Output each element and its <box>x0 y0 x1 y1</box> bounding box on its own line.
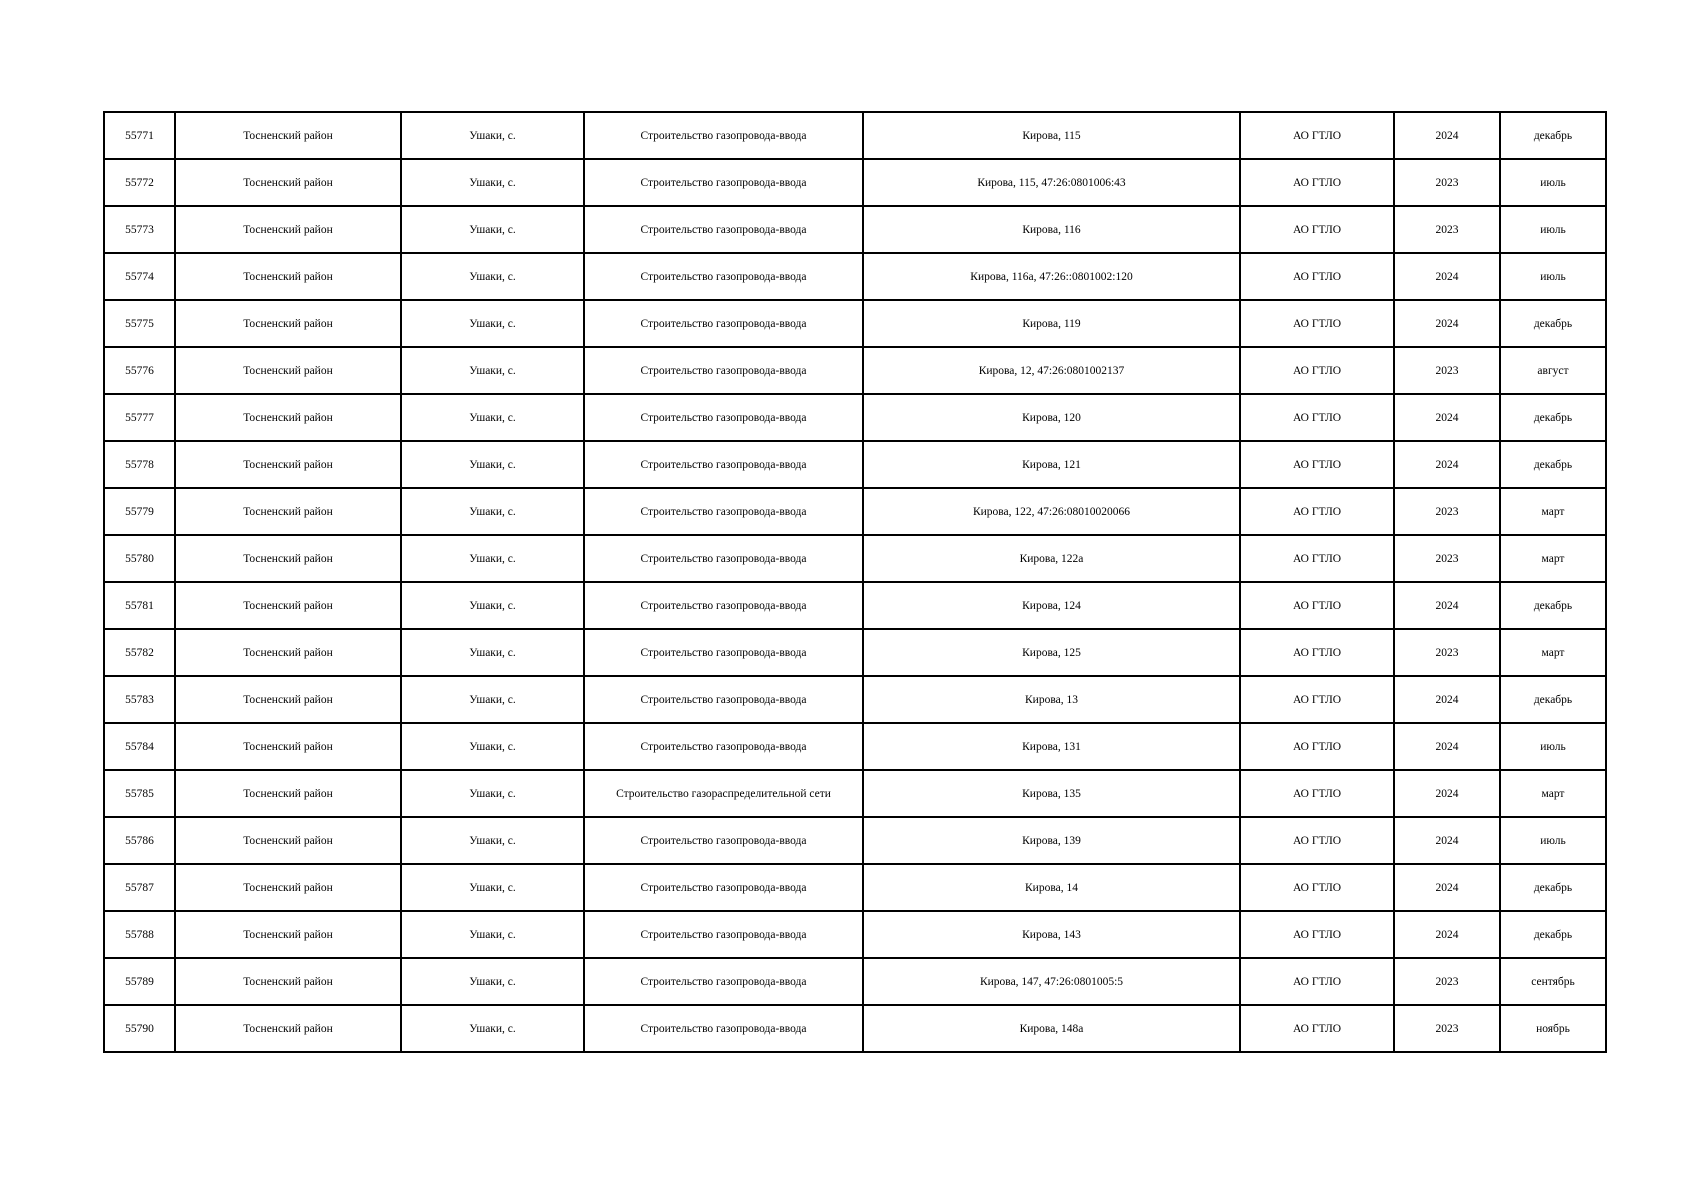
record-id-cell: 55777 <box>104 394 175 441</box>
month-cell: июль <box>1500 253 1606 300</box>
month-cell: июль <box>1500 723 1606 770</box>
district-cell: Тосненский район <box>175 629 401 676</box>
address-cell: Кирова, 120 <box>863 394 1240 441</box>
locality-cell: Ушаки, с. <box>401 582 584 629</box>
year-cell: 2024 <box>1394 723 1500 770</box>
address-cell: Кирова, 14 <box>863 864 1240 911</box>
record-id-cell: 55788 <box>104 911 175 958</box>
month-cell: декабрь <box>1500 676 1606 723</box>
work-type-cell: Строительство газопровода-ввода <box>584 864 863 911</box>
address-cell: Кирова, 122, 47:26:08010020066 <box>863 488 1240 535</box>
locality-cell: Ушаки, с. <box>401 347 584 394</box>
district-cell: Тосненский район <box>175 770 401 817</box>
month-cell: март <box>1500 629 1606 676</box>
month-cell: декабрь <box>1500 864 1606 911</box>
work-type-cell: Строительство газопровода-ввода <box>584 629 863 676</box>
record-id-cell: 55775 <box>104 300 175 347</box>
record-id-cell: 55784 <box>104 723 175 770</box>
district-cell: Тосненский район <box>175 535 401 582</box>
organization-cell: АО ГТЛО <box>1240 300 1394 347</box>
work-type-cell: Строительство газопровода-ввода <box>584 347 863 394</box>
organization-cell: АО ГТЛО <box>1240 441 1394 488</box>
table-body <box>104 112 1606 1052</box>
address-cell: Кирова, 143 <box>863 911 1240 958</box>
locality-cell: Ушаки, с. <box>401 441 584 488</box>
address-cell: Кирова, 116 <box>863 206 1240 253</box>
table-row <box>104 394 1606 441</box>
address-cell: Кирова, 147, 47:26:0801005:5 <box>863 958 1240 1005</box>
locality-cell: Ушаки, с. <box>401 958 584 1005</box>
locality-cell: Ушаки, с. <box>401 394 584 441</box>
table-row <box>104 535 1606 582</box>
work-type-cell: Строительство газопровода-ввода <box>584 159 863 206</box>
organization-cell: АО ГТЛО <box>1240 535 1394 582</box>
table-row <box>104 300 1606 347</box>
table-row <box>104 958 1606 1005</box>
year-cell: 2023 <box>1394 1005 1500 1052</box>
address-cell: Кирова, 148а <box>863 1005 1240 1052</box>
work-type-cell: Строительство газопровода-ввода <box>584 582 863 629</box>
address-cell: Кирова, 124 <box>863 582 1240 629</box>
year-cell: 2024 <box>1394 864 1500 911</box>
organization-cell: АО ГТЛО <box>1240 112 1394 159</box>
month-cell: август <box>1500 347 1606 394</box>
year-cell: 2023 <box>1394 629 1500 676</box>
organization-cell: АО ГТЛО <box>1240 1005 1394 1052</box>
organization-cell: АО ГТЛО <box>1240 864 1394 911</box>
year-cell: 2023 <box>1394 958 1500 1005</box>
organization-cell: АО ГТЛО <box>1240 253 1394 300</box>
district-cell: Тосненский район <box>175 911 401 958</box>
locality-cell: Ушаки, с. <box>401 864 584 911</box>
address-cell: Кирова, 115 <box>863 112 1240 159</box>
locality-cell: Ушаки, с. <box>401 253 584 300</box>
table-row <box>104 488 1606 535</box>
year-cell: 2024 <box>1394 582 1500 629</box>
address-cell: Кирова, 125 <box>863 629 1240 676</box>
work-type-cell: Строительство газопровода-ввода <box>584 723 863 770</box>
table-row <box>104 159 1606 206</box>
month-cell: март <box>1500 770 1606 817</box>
record-id-cell: 55774 <box>104 253 175 300</box>
month-cell: декабрь <box>1500 394 1606 441</box>
locality-cell: Ушаки, с. <box>401 629 584 676</box>
district-cell: Тосненский район <box>175 958 401 1005</box>
year-cell: 2024 <box>1394 770 1500 817</box>
record-id-cell: 55790 <box>104 1005 175 1052</box>
table-row <box>104 629 1606 676</box>
work-type-cell: Строительство газопровода-ввода <box>584 1005 863 1052</box>
month-cell: сентябрь <box>1500 958 1606 1005</box>
district-cell: Тосненский район <box>175 817 401 864</box>
month-cell: декабрь <box>1500 911 1606 958</box>
locality-cell: Ушаки, с. <box>401 911 584 958</box>
month-cell: март <box>1500 535 1606 582</box>
district-cell: Тосненский район <box>175 864 401 911</box>
work-type-cell: Строительство газопровода-ввода <box>584 676 863 723</box>
year-cell: 2023 <box>1394 535 1500 582</box>
address-cell: Кирова, 119 <box>863 300 1240 347</box>
organization-cell: АО ГТЛО <box>1240 488 1394 535</box>
district-cell: Тосненский район <box>175 676 401 723</box>
work-type-cell: Строительство газопровода-ввода <box>584 394 863 441</box>
locality-cell: Ушаки, с. <box>401 535 584 582</box>
district-cell: Тосненский район <box>175 441 401 488</box>
year-cell: 2023 <box>1394 347 1500 394</box>
district-cell: Тосненский район <box>175 300 401 347</box>
locality-cell: Ушаки, с. <box>401 676 584 723</box>
year-cell: 2023 <box>1394 488 1500 535</box>
address-cell: Кирова, 115, 47:26:0801006:43 <box>863 159 1240 206</box>
locality-cell: Ушаки, с. <box>401 206 584 253</box>
table-row <box>104 770 1606 817</box>
record-id-cell: 55778 <box>104 441 175 488</box>
year-cell: 2023 <box>1394 159 1500 206</box>
record-id-cell: 55773 <box>104 206 175 253</box>
month-cell: ноябрь <box>1500 1005 1606 1052</box>
district-cell: Тосненский район <box>175 112 401 159</box>
district-cell: Тосненский район <box>175 253 401 300</box>
month-cell: июль <box>1500 817 1606 864</box>
address-cell: Кирова, 139 <box>863 817 1240 864</box>
table-row <box>104 441 1606 488</box>
month-cell: июль <box>1500 159 1606 206</box>
address-cell: Кирова, 13 <box>863 676 1240 723</box>
locality-cell: Ушаки, с. <box>401 770 584 817</box>
organization-cell: АО ГТЛО <box>1240 159 1394 206</box>
locality-cell: Ушаки, с. <box>401 112 584 159</box>
organization-cell: АО ГТЛО <box>1240 347 1394 394</box>
locality-cell: Ушаки, с. <box>401 159 584 206</box>
month-cell: декабрь <box>1500 441 1606 488</box>
work-type-cell: Строительство газопровода-ввода <box>584 535 863 582</box>
year-cell: 2024 <box>1394 441 1500 488</box>
locality-cell: Ушаки, с. <box>401 300 584 347</box>
record-id-cell: 55787 <box>104 864 175 911</box>
district-cell: Тосненский район <box>175 347 401 394</box>
month-cell: июль <box>1500 206 1606 253</box>
work-type-cell: Строительство газораспределительной сети <box>584 770 863 817</box>
district-cell: Тосненский район <box>175 488 401 535</box>
work-type-cell: Строительство газопровода-ввода <box>584 441 863 488</box>
month-cell: декабрь <box>1500 300 1606 347</box>
record-id-cell: 55776 <box>104 347 175 394</box>
table-row <box>104 582 1606 629</box>
record-id-cell: 55771 <box>104 112 175 159</box>
table-row <box>104 347 1606 394</box>
record-id-cell: 55783 <box>104 676 175 723</box>
year-cell: 2024 <box>1394 911 1500 958</box>
table-row <box>104 1005 1606 1052</box>
district-cell: Тосненский район <box>175 723 401 770</box>
month-cell: март <box>1500 488 1606 535</box>
work-type-cell: Строительство газопровода-ввода <box>584 253 863 300</box>
organization-cell: АО ГТЛО <box>1240 958 1394 1005</box>
district-cell: Тосненский район <box>175 159 401 206</box>
table-row <box>104 112 1606 159</box>
district-cell: Тосненский район <box>175 1005 401 1052</box>
work-type-cell: Строительство газопровода-ввода <box>584 112 863 159</box>
year-cell: 2024 <box>1394 300 1500 347</box>
address-cell: Кирова, 12, 47:26:0801002137 <box>863 347 1240 394</box>
district-cell: Тосненский район <box>175 582 401 629</box>
year-cell: 2024 <box>1394 253 1500 300</box>
work-type-cell: Строительство газопровода-ввода <box>584 817 863 864</box>
work-type-cell: Строительство газопровода-ввода <box>584 911 863 958</box>
work-type-cell: Строительство газопровода-ввода <box>584 488 863 535</box>
year-cell: 2024 <box>1394 676 1500 723</box>
month-cell: декабрь <box>1500 582 1606 629</box>
organization-cell: АО ГТЛО <box>1240 582 1394 629</box>
month-cell: декабрь <box>1500 112 1606 159</box>
table-row <box>104 723 1606 770</box>
record-id-cell: 55772 <box>104 159 175 206</box>
table-row <box>104 864 1606 911</box>
record-id-cell: 55785 <box>104 770 175 817</box>
work-type-cell: Строительство газопровода-ввода <box>584 958 863 1005</box>
gasification-table <box>103 111 1607 1053</box>
address-cell: Кирова, 131 <box>863 723 1240 770</box>
table-row <box>104 817 1606 864</box>
year-cell: 2024 <box>1394 817 1500 864</box>
locality-cell: Ушаки, с. <box>401 1005 584 1052</box>
organization-cell: АО ГТЛО <box>1240 723 1394 770</box>
organization-cell: АО ГТЛО <box>1240 629 1394 676</box>
address-cell: Кирова, 116а, 47:26::0801002:120 <box>863 253 1240 300</box>
organization-cell: АО ГТЛО <box>1240 770 1394 817</box>
locality-cell: Ушаки, с. <box>401 817 584 864</box>
table-row <box>104 676 1606 723</box>
address-cell: Кирова, 121 <box>863 441 1240 488</box>
record-id-cell: 55780 <box>104 535 175 582</box>
district-cell: Тосненский район <box>175 394 401 441</box>
work-type-cell: Строительство газопровода-ввода <box>584 300 863 347</box>
address-cell: Кирова, 122а <box>863 535 1240 582</box>
organization-cell: АО ГТЛО <box>1240 676 1394 723</box>
organization-cell: АО ГТЛО <box>1240 206 1394 253</box>
district-cell: Тосненский район <box>175 206 401 253</box>
locality-cell: Ушаки, с. <box>401 488 584 535</box>
table-row <box>104 911 1606 958</box>
record-id-cell: 55781 <box>104 582 175 629</box>
year-cell: 2024 <box>1394 394 1500 441</box>
organization-cell: АО ГТЛО <box>1240 817 1394 864</box>
table-row <box>104 253 1606 300</box>
record-id-cell: 55782 <box>104 629 175 676</box>
record-id-cell: 55786 <box>104 817 175 864</box>
organization-cell: АО ГТЛО <box>1240 911 1394 958</box>
work-type-cell: Строительство газопровода-ввода <box>584 206 863 253</box>
year-cell: 2023 <box>1394 206 1500 253</box>
address-cell: Кирова, 135 <box>863 770 1240 817</box>
record-id-cell: 55779 <box>104 488 175 535</box>
locality-cell: Ушаки, с. <box>401 723 584 770</box>
organization-cell: АО ГТЛО <box>1240 394 1394 441</box>
table-row <box>104 206 1606 253</box>
record-id-cell: 55789 <box>104 958 175 1005</box>
year-cell: 2024 <box>1394 112 1500 159</box>
